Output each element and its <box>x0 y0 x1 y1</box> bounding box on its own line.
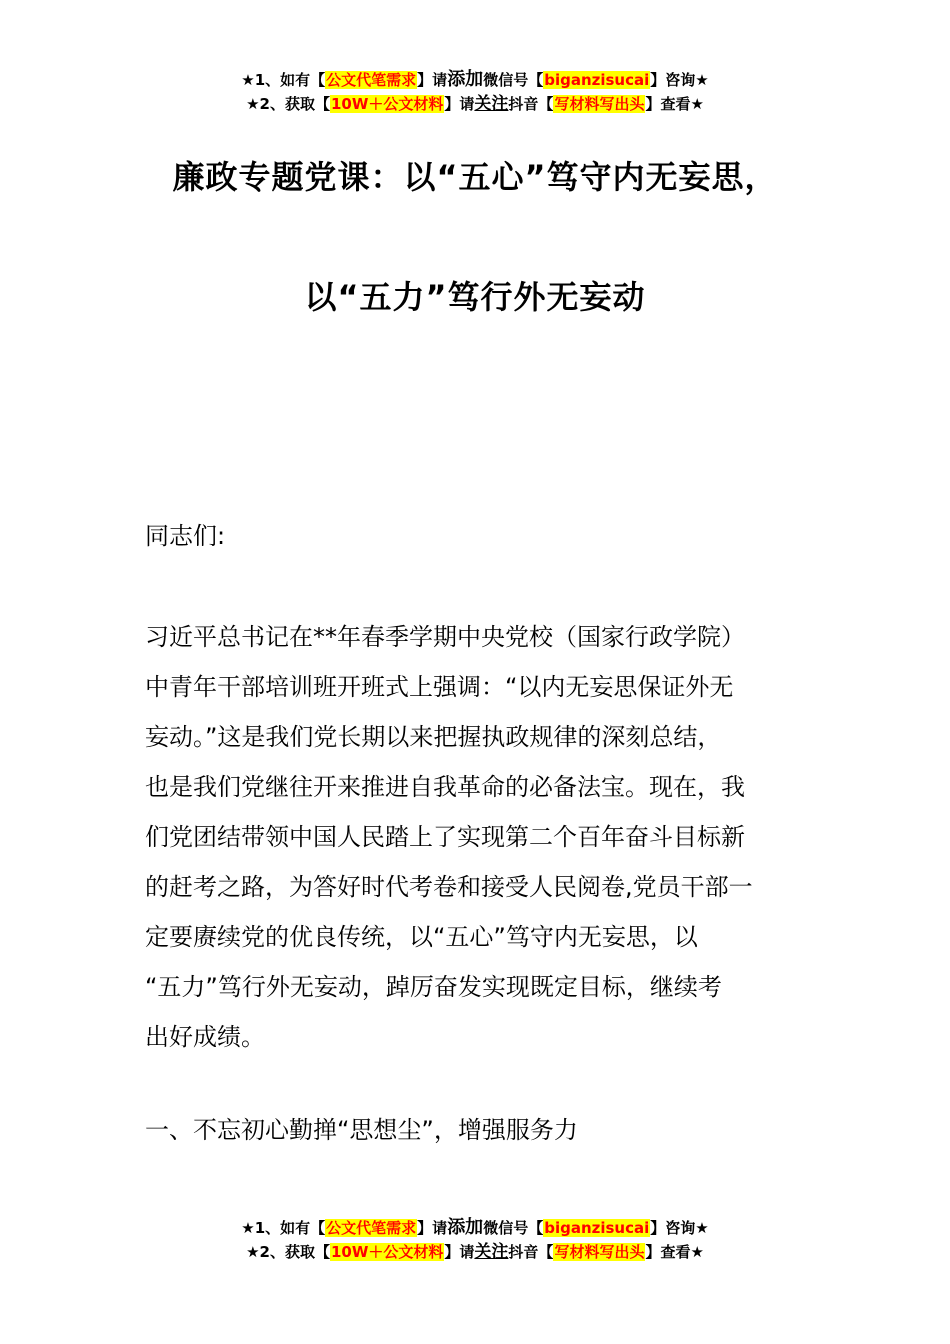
ad-line-2-mid1: 】请 <box>444 95 475 113</box>
ad-line-1-prefix: ★1、如有【 <box>241 71 326 89</box>
paragraph-line: 们党团结带领中国人民踏上了实现第二个百年奋斗目标新 <box>145 823 745 851</box>
ad-line-1-prefix: ★1、如有【 <box>241 1219 326 1237</box>
paragraph-line: 中青年干部培训班开班式上强调：“以内无妄思保证外无 <box>145 673 734 701</box>
section-heading-1: 一、不忘初心勤掸“思想尘”，增强服务力 <box>145 1116 578 1144</box>
paragraph-line: 的赶考之路，为答好时代考卷和接受人民阅卷,党员干部一 <box>145 873 753 901</box>
ad-highlight-douyin: 写材料写出头 <box>554 1243 645 1261</box>
ad-line-1-suffix: 】咨询★ <box>650 71 709 89</box>
paragraph-line: 也是我们党继往开来推进自我革命的必备法宝。现在，我 <box>145 773 745 801</box>
paragraph-line: 妄动。”这是我们党长期以来把握执政规律的深刻总结， <box>145 723 722 751</box>
paragraph-line: “五力”笃行外无妄动，踔厉奋发实现既定目标，继续考 <box>145 973 722 1001</box>
header-ad <box>0 68 950 116</box>
ad-line-1-mid2: 微信号【 <box>483 71 544 89</box>
ad-line-1-mid1: 】请 <box>417 71 448 89</box>
ad-line-2-suffix: 】查看★ <box>645 95 704 113</box>
paragraph-line: 定要赓续党的优良传统，以“五心”笃守内无妄思，以 <box>145 923 698 951</box>
ad-emphasis-follow: 关注 <box>474 94 509 114</box>
ad-line-2-suffix: 】查看★ <box>645 1243 704 1261</box>
ad-line-2-mid2: 抖音【 <box>508 1243 554 1261</box>
ad-highlight-materials: 10W＋公文材料 <box>330 95 444 113</box>
ad-highlight-service: 公文代笔需求 <box>326 71 417 89</box>
ad-emphasis-follow: 关注 <box>474 1242 509 1262</box>
ad-line-2-prefix: ★2、获取【 <box>246 1243 330 1261</box>
salutation: 同志们: <box>145 522 226 550</box>
ad-highlight-wechat: biganzisucai <box>544 1219 650 1237</box>
paragraph-line: 习近平总书记在**年春季学期中央党校（国家行政学院） <box>145 623 745 651</box>
ad-line-1 <box>0 1216 950 1240</box>
paragraph-line: 出好成绩。 <box>145 1023 265 1051</box>
ad-highlight-materials: 10W＋公文材料 <box>330 1243 444 1261</box>
ad-emphasis-add: 添加 <box>447 69 484 90</box>
ad-highlight-service: 公文代笔需求 <box>326 1219 417 1237</box>
ad-highlight-douyin: 写材料写出头 <box>554 95 645 113</box>
footer-ad <box>0 1216 950 1264</box>
ad-line-1-mid1: 】请 <box>417 1219 448 1237</box>
ad-highlight-wechat: biganzisucai <box>544 71 650 89</box>
ad-emphasis-add: 添加 <box>447 1217 484 1238</box>
document-title-line-1: 廉政专题党课：以“五心”笃守内无妄思， <box>172 158 778 196</box>
body-paragraph <box>145 612 810 1062</box>
ad-line-1-mid2: 微信号【 <box>483 1219 544 1237</box>
ad-line-2 <box>0 1240 950 1264</box>
ad-line-2-mid2: 抖音【 <box>508 95 554 113</box>
ad-line-2 <box>0 92 950 116</box>
ad-line-2-mid1: 】请 <box>444 1243 475 1261</box>
ad-line-1 <box>0 68 950 92</box>
ad-line-1-suffix: 】咨询★ <box>650 1219 709 1237</box>
document-title-line-2: 以“五力”笃行外无妄动 <box>304 278 646 316</box>
ad-line-2-prefix: ★2、获取【 <box>246 95 330 113</box>
